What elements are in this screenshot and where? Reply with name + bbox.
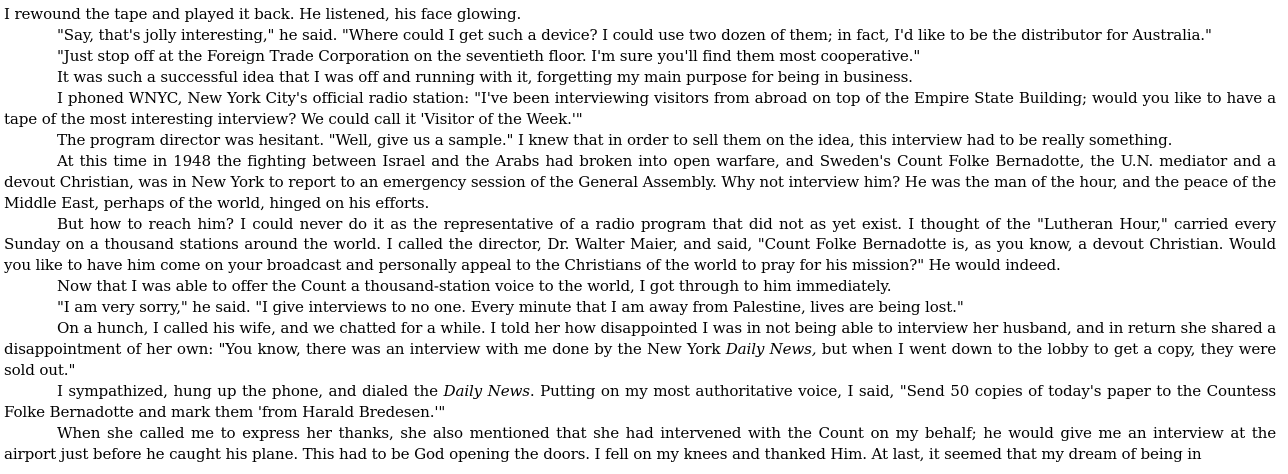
text-segment: But how to reach him? I could never do it as the representative of a radio program that did not as yet exist. I thought of the "Lutheran Hour," carried every Sunday on a thousand stations around the world. I called the director, Dr. Walter Maier, and said, "Count Folke Bernadotte is, as you know, a devout Christian. Would you like to have him come on your broadcast and personally appeal to the Christians of the world to pray for his mission?" He would indeed. xyxy=(4,214,1276,275)
text-segment: I sympathized, hung up the phone, and dialed the xyxy=(57,382,444,401)
paragraph-13 xyxy=(4,423,1276,465)
text-segment: . Putting on my most authoritative voice, I said, "Send 50 copies of today's paper to the Countess Folke Bernadotte and mark them 'from Harald Bredesen.'" xyxy=(4,382,1277,422)
paragraph-2 xyxy=(4,25,1276,46)
paragraph-9 xyxy=(4,276,1276,297)
paragraph-3 xyxy=(4,46,1276,67)
newspaper-title-italic: Daily News, xyxy=(725,340,817,359)
paragraph-7 xyxy=(4,151,1276,214)
text-segment: The program director was hesitant. "Well, give us a sample." I knew that in order to sell them on the idea, this interview had to be really something. xyxy=(57,130,1173,149)
text-segment: When she called me to express her thanks, she also mentioned that she had intervened with the Count on my behalf; he would give me an interview at the airport just before he caught his plane. This had to be God opening the doors. I fell on my knees and thanked Him. At last, it seemed that my dream of being in xyxy=(4,424,1276,464)
paragraph-12 xyxy=(4,381,1276,423)
paragraph-8 xyxy=(4,214,1276,277)
text-segment: "Just stop off at the Foreign Trade Corporation on the seventieth floor. I'm sure you'll find them most cooperative." xyxy=(57,46,921,65)
paragraph-1 xyxy=(4,4,1276,25)
paragraph-6 xyxy=(4,130,1276,151)
paragraph-10 xyxy=(4,297,1276,318)
text-segment: At this time in 1948 the fighting between Israel and the Arabs had broken into open warfare, and Sweden's Count Folke Bernadotte, the U.N. mediator and a devout Christian, was in New York to report to an emergency session of the General Assembly. Why not interview him? He was the man of the hour, and the peace of the Middle East, perhaps of the world, hinged on his efforts. xyxy=(4,151,1276,212)
text-segment: "I am very sorry," he said. "I give interviews to no one. Every minute that I am away from Palestine, lives are being lost." xyxy=(57,298,964,317)
paragraph-11 xyxy=(4,318,1276,381)
text-segment: On a hunch, I called his wife, and we chatted for a while. I told her how disappointed I was in not being able to interview her husband, and in return she shared a disappointment of her own: "You know, there was an interview with me done by the New York xyxy=(4,319,1276,359)
text-segment: Now that I was able to offer the Count a thousand-station voice to the world, I got through to him immediately. xyxy=(57,277,892,296)
document-page xyxy=(4,4,1276,465)
text-segment: but when I went down to the lobby to get a copy, they were sold out." xyxy=(4,340,1276,380)
text-segment: I phoned WNYC, New York City's official radio station: "I've been interviewing visitors from abroad on top of the Empire State Building; would you like to have a tape of the most interesting interview? We could call it 'Visitor of the Week.'" xyxy=(4,88,1276,128)
text-segment: "Say, that's jolly interesting," he said. "Where could I get such a device? I could use two dozen of them; in fact, I'd like to be the distributor for Australia." xyxy=(57,25,1212,44)
text-segment: I rewound the tape and played it back. He listened, his face glowing. xyxy=(4,5,522,23)
paragraph-4 xyxy=(4,67,1276,88)
newspaper-title-italic: Daily News xyxy=(443,382,530,401)
paragraph-5 xyxy=(4,88,1276,130)
text-segment: It was such a successful idea that I was off and running with it, forgetting my main purpose for being in business. xyxy=(57,67,913,86)
